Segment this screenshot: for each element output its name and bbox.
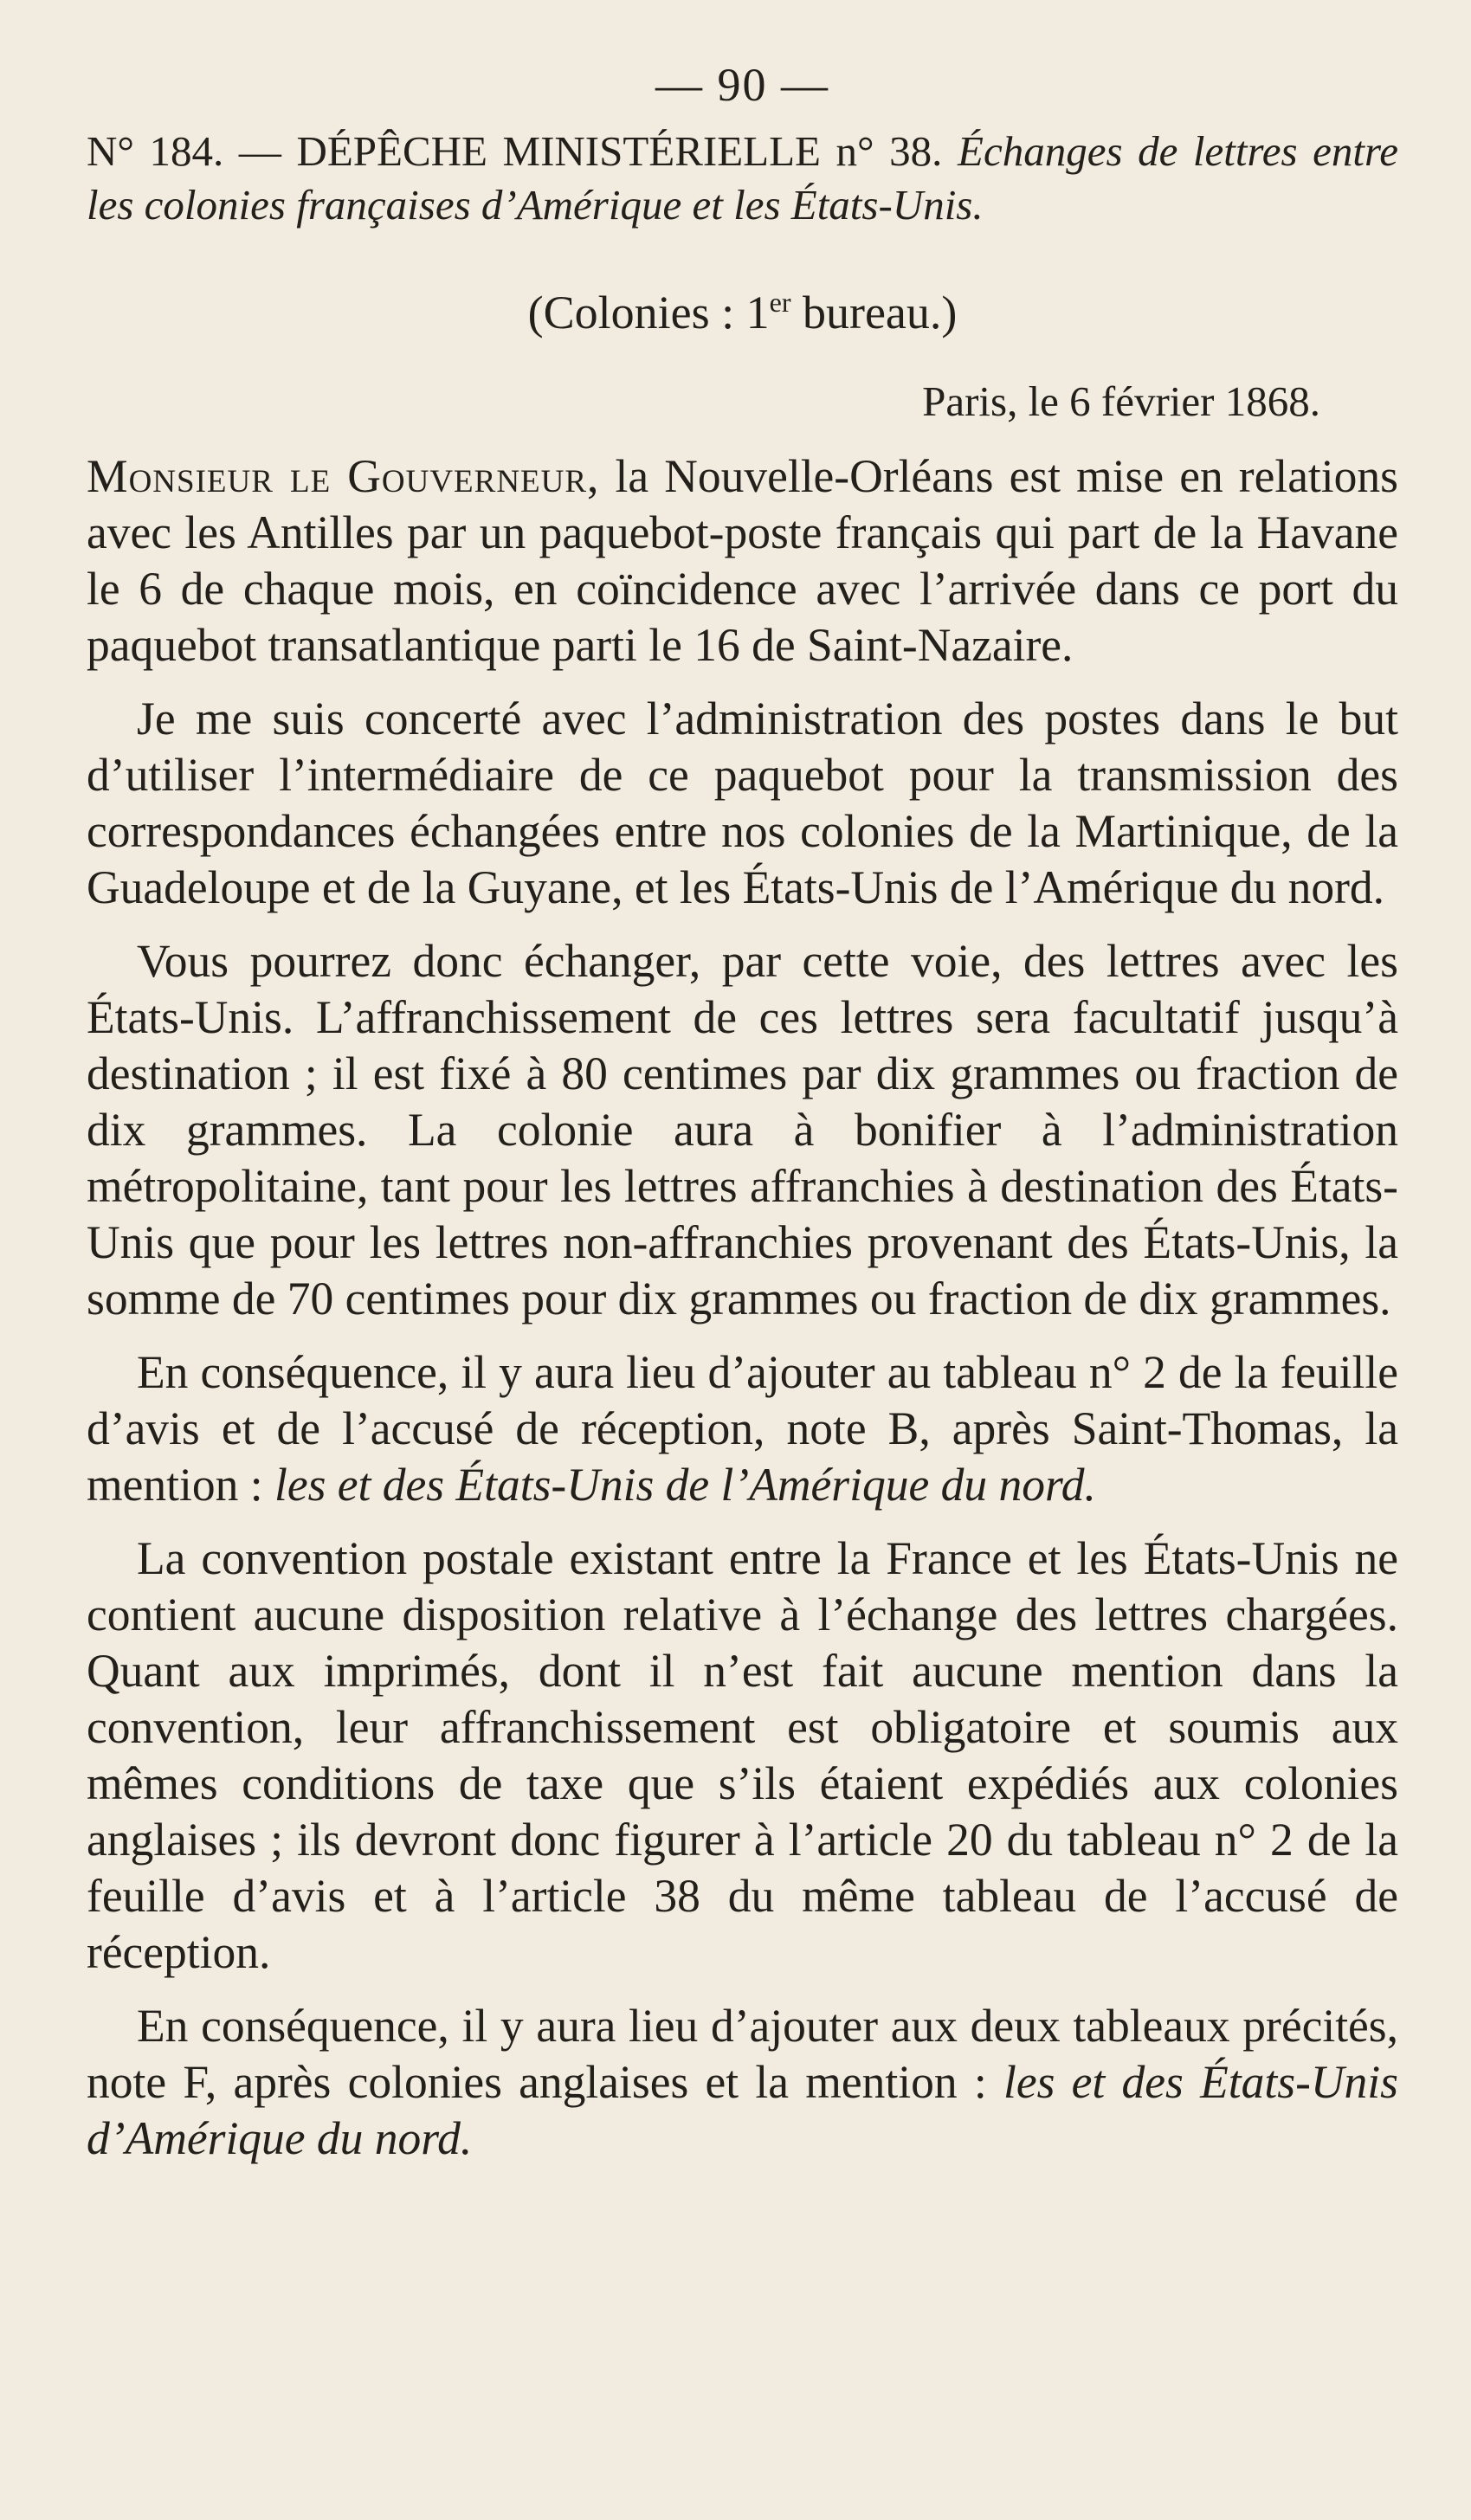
paragraph-3: Vous pourrez donc échanger, par cette voie, des lettres avec les États-Unis. L’affranchissement de ces lettres sera facultatif jusqu’à destination ; il est fixé à 80 centimes par dix grammes ou fraction de dix grammes. La colonie aura à bonifier à l’administration métropolitaine, tant pour les lettres affranchies à destination des États-Unis que pour les lettres non-affranchies provenant des États-Unis, la somme de 70 centimes pour dix grammes ou fraction de dix grammes.: [87, 935, 1398, 1324]
dispatch-subject: Échanges de lettres entre les colonies françaises d’Amérique et les États-Unis.: [87, 127, 1398, 229]
bureau-superscript: er: [769, 287, 791, 318]
paragraph-6: [87, 1998, 1398, 2167]
paragraph-4-mention: les et des États-Unis de l’Amérique du nord.: [274, 1459, 1096, 1511]
bureau-prefix: (Colonies : 1: [527, 287, 770, 338]
dispatch-number: N° 184. — DÉPÊCHE MINISTÉRIELLE n° 38.: [87, 127, 943, 175]
bureau-suffix: bureau.): [790, 287, 958, 338]
paragraph-2: Je me suis concerté avec l’administration des postes dans le but d’utiliser l’intermédiaire de ce paquebot pour la transmission des correspondances échangées entre nos colonies de la Martinique, de la Guadeloupe et de la Guyane, et les États-Unis de l’Amérique du nord.: [87, 693, 1398, 913]
paragraph-5: La convention postale existant entre la France et les États-Unis ne contient aucune disposition relative à l’échange des lettres chargées. Quant aux imprimés, dont il n’est fait aucune mention dans la convention, leur affranchissement est obligatoire et soumis aux mêmes conditions de taxe que s’ils étaient expédiés aux colonies anglaises ; ils devront donc figurer à l’article 20 du tableau n° 2 de la feuille d’avis et à l’article 38 du même tableau de l’accusé de réception.: [87, 1532, 1398, 1978]
paragraph-4-text: En conséquence, il y aura lieu d’ajouter au tableau n° 2 de la feuille d’avis et de l’accusé de réception, note B, après Saint-Thomas, la mention :: [87, 1346, 1398, 1511]
paragraph-6-text: En conséquence, il y aura lieu d’ajouter aux deux tableaux précités, note F, après colonies anglaises et la mention :: [87, 2000, 1398, 2108]
bureau-line: [87, 282, 1398, 343]
paragraph-1: [87, 448, 1398, 674]
salutation: Monsieur le Gouverneur,: [87, 450, 600, 502]
paragraph-4: [87, 1344, 1398, 1513]
paragraph-1-text: la Nouvelle-Orléans est mise en relations avec les Antilles par un paquebot-poste français qui part de la Havane le 6 de chaque mois, en coïncidence avec l’arrivée dans ce port du paquebot transatlantique parti le 16 de Saint-Nazaire.: [87, 450, 1398, 671]
dispatch-heading: [87, 125, 1398, 232]
page-number: — 90 —: [655, 59, 829, 111]
paragraph-6-mention: les et des États-Unis d’Amérique du nord.: [87, 2056, 1398, 2164]
dateline: Paris, le 6 février 1868.: [922, 377, 1320, 425]
document-page: [87, 50, 1398, 2184]
